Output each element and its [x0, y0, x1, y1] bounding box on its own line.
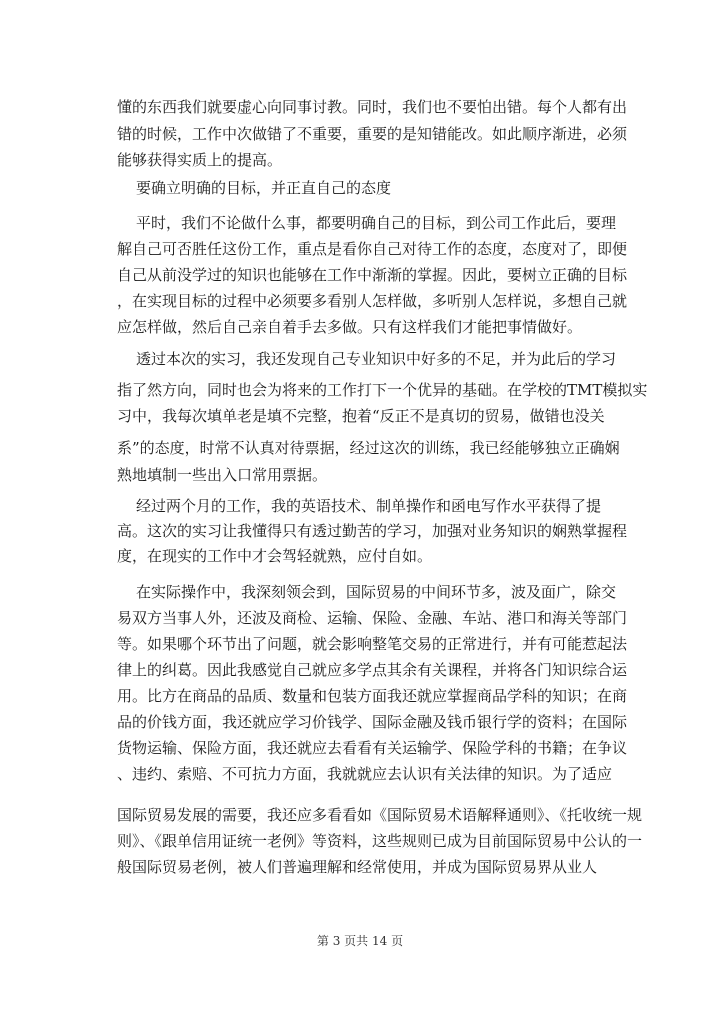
- text-line: 自己从前没学过的知识也能够在工作中渐渐的掌握。因此，要树立正确的目标: [117, 266, 628, 284]
- text-line: 品的价钱方面，我还就应学习价钱学、国际金融及钱币银行学的资料；在国际: [117, 713, 628, 731]
- text-line: 易双方当事人外，还波及商检、运输、保险、金融、车站、港口和海关等部门: [117, 609, 628, 627]
- text-line: 货物运输、保险方面，我还就应去看看有关运输学、保险学科的书籍；在争议: [117, 739, 628, 757]
- text-line: 用。比方在商品的品质、数量和包装方面我还就应掌握商品学科的知识；在商: [117, 687, 628, 705]
- text-line: 错的时候，工作中次做错了不重要，重要的是知错能改。如此顺序渐进，必须: [117, 125, 628, 143]
- text-line: 在实际操作中，我深刻领会到，国际贸易的中间环节多，波及面广，除交: [136, 583, 617, 601]
- page-footer: 第 3 页共 14 页: [316, 934, 404, 948]
- section-heading: 要确立明确的目标，并正直自己的态度: [136, 179, 392, 197]
- text-line: 应怎样做，然后自己亲自着手去多做。只有这样我们才能把事情做好。: [117, 318, 583, 336]
- text-line: 律上的纠葛。因此我感觉自己就应多学点其余有关课程，并将各门知识综合运: [117, 661, 628, 679]
- text-line: 能够获得实质上的提高。: [117, 151, 283, 169]
- text-line: 经过两个月的工作，我的英语技术、制单操作和函电写作水平获得了提: [136, 497, 602, 515]
- text-line: 指了然方向，同时也会为将来的工作打下一个优异的基础。在学校的TMT模拟实: [117, 381, 648, 399]
- text-line: 等。如果哪个环节出了问题，就会影响整笔交易的正常进行，并有可能惹起法: [117, 635, 628, 653]
- text-line: 解自己可否胜任这份工作，重点是看你自己对待工作的态度，态度对了，即便: [117, 240, 628, 258]
- text-line: 、违约、索赔、不可抗力方面，我就就应去认识有关法律的知识。为了适应: [117, 765, 613, 783]
- text-line: 般国际贸易老例，被人们普遍理解和经常使用，并成为国际贸易界从业人: [117, 858, 598, 876]
- text-line: 习中，我每次填单老是填不完整，抱着“反正不是真切的贸易，做错也没关: [117, 407, 605, 425]
- text-line: 平时，我们不论做什么事，都要明确自己的目标，到公司工作此后，要理: [136, 214, 617, 232]
- text-line: 系”的态度，时常不认真对待票据，经过这次的训练，我已经能够独立正确娴: [117, 439, 620, 457]
- text-line: 熟地填制一些出入口常用票据。: [117, 466, 328, 484]
- text-line: 高。这次的实习让我懂得只有透过勤苦的学习，加强对业务知识的娴熟掌握程: [117, 522, 628, 540]
- text-line: 则》、《跟单信用证统一老例》等资料，这些规则已成为目前国际贸易中公认的一: [117, 832, 643, 850]
- text-line: 透过本次的实习，我还发现自己专业知识中好多的不足，并为此后的学习: [136, 350, 617, 368]
- text-line: 懂的东西我们就要虚心向同事讨教。同时，我们也不要怕出错。每个人都有出: [117, 98, 628, 116]
- text-line: 国际贸易发展的需要，我还应多看看如《国际贸易术语解释通则》、《托收统一规: [117, 806, 643, 824]
- text-line: ，在实现目标的过程中必须要多看别人怎样做，多听别人怎样说，多想自己就: [117, 292, 628, 310]
- text-line: 度，在现实的工作中才会驾轻就熟，应付自如。: [117, 547, 433, 565]
